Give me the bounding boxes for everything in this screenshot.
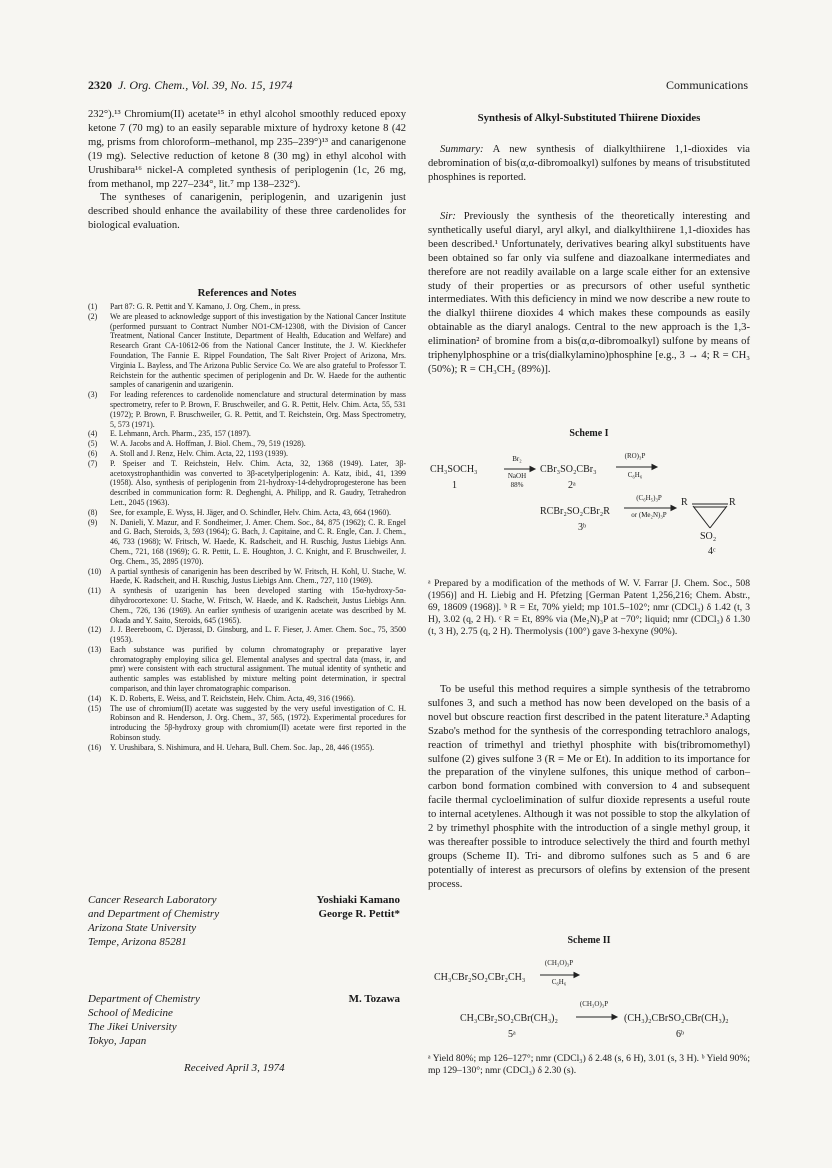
reference-text: The use of chromium(II) acetate was suggested by the very useful investigation of C. H. Robinson and R. Henderson, J. Org. Chem., 37, 565, (1972). Experimental procedures for introducing the 5β-hydroxy group with chromium(II) acetate were first reported in the Robinson study. [110,703,406,743]
scheme2-arrow2-head [612,1015,617,1020]
affiliation-line: Department of Chemistry [88,993,200,1005]
compound-3-label: 3ᵇ [578,522,587,533]
article-title: Synthesis of Alkyl-Substituted Thiirene Dioxides [477,112,701,124]
reference-number: (8) [88,507,98,517]
scheme1 [428,447,750,562]
main-text [428,210,750,377]
reference-item [88,586,406,625]
reference-text: Each substance was purified by column chromatography or preparative layer chromatography employing silica gel. Elemental analyses and spectral data (mass, ir, and pmr) were consistent with each structural assignment. The mutual identity of synthetic and authentic samples was established by mixture melting point determination, ir spectral comparison, and thin layer chromatographic comparison. [110,644,406,694]
reference-text: We are pleased to acknowledge support of this investigation by the National Cancer Institute (performed pursuant to Contract Number NO1-CM-12308, with the Division of Cancer Treatment, National Cancer Institute, Department of Health, Education and Welfare) and Research Grant CA-10612-06 from the National Cancer Institute, the J. W. Kieckhefer Foundation, The Fannie E. Rippel Foundation, The Salt River Project of Arizona, Mrs. Virginia L. Bayless, and The Arizona Public Service Co. We are also grateful to Professor T. Reichstein for the authentic specimen of periplogenin and Dr. W. Haede for the authentic samples of canarigenin and uzarigenin. [110,311,406,390]
references-list [88,302,406,753]
paragraph-2-text: To be useful this method requires a simple synthesis of the tetrabromo sulfones 3, and such a method has now been developed on the basis of a novel but obscure reaction first described in the patent literature.³ Adapting Szabo's method for the synthesis of the corresponding tetrachloro analogs, reaction of trimethyl and triethyl phosphite with bis(tribromomethyl) sulfone (2) gives sulfone 3 (R = Me or Et). In addition to its importance for the preparation of the vinylene sulfones, this unique method of carbon–carbon bond formation combined with conversion to 4 and subsequent facile thermal cycloelimination of sulfur dioxide represents a useful route to internal acetylenes. Although it was not possible to stop the alkylation of 2 by trimethyl phosphite with the introduction of a single methyl group, it was thereafter possible to introduce selectively the third and fourth methyl groups (Scheme II). Tri- and dibromo sulfones such as 5 and 6 are potentially of interest as precursors of olefins by extension of the present process. [428,684,750,890]
scheme2-arrow1-reagent: (CH₃O)₃P [544,959,574,967]
reference-item [88,567,406,587]
running-header [88,78,293,93]
reference-text: W. A. Jacobs and A. Hoffman, J. Biol. Chem., 79, 519 (1928). [110,439,306,449]
compound-4-label: 4ᶜ [708,546,716,557]
scheme2-footnotes: ᵃ Yield 80%; mp 126–127°; nmr (CDCl₃) δ 2.48 (s, 6 H), 3.01 (s, 3 H). ᵇ Yield 90%; mp 129–130°; nmr (CDCl₃) δ 2.30 (s). [428,1053,750,1076]
reference-number: (9) [88,517,98,527]
reference-item [88,390,406,429]
paragraph-2 [428,683,750,892]
arrow3-head [671,506,676,511]
reference-text: N. Danieli, Y. Mazur, and F. Sondheimer, J. Amer. Chem. Soc., 84, 875 (1962); C. R. Engel and G. Bach, Steroids, 3, 593 (1964); G. Bach, J. Capitaine, and C. R. Engle, Can. J. Chem., 46, 733 (1968); W. Fritsch, W. Haede, K. Radscheit, and H. Ruschig, Justus Liebigs Ann. Chem., 721, 168 (1969); G. R. Pettit, L. E. Houghton, J. C. Knight, and F. Bruschweiler, J. Org. Chem., 35, 2895 (1970). [110,517,406,566]
reference-number: (6) [88,448,98,458]
summary-block [428,143,750,185]
thiirene-r-right: R [729,497,736,508]
scheme2-title: Scheme II [567,935,611,946]
reference-item [88,645,406,694]
scheme2-arrow1-head [574,973,579,978]
arrow3-reagent: (C₆H₅)₃P [636,494,662,502]
reference-item [88,625,406,645]
reference-number: (5) [88,439,98,449]
reference-text: See, for example, E. Wyss, H. Jäger, and O. Schindler, Helv. Chim. Acta, 43, 664 (1960). [110,507,391,517]
reference-number: (1) [88,302,98,311]
compound-2-label: 2ᵃ [568,480,576,491]
received-date: Received April 3, 1974 [184,1062,285,1074]
affiliation-line: Tempe, Arizona 85281 [88,936,187,948]
scheme2-arrow1-solvent: C₆H₆ [551,978,567,986]
thiirene-bond-left [693,506,710,528]
arrow2-solvent: C₆H₆ [627,471,643,479]
authors-1 [317,893,400,921]
compound-3-formula: RCBr₂SO₂CBr₂R [540,506,610,517]
reference-item [88,439,406,449]
reference-text: A partial synthesis of canarigenin has been described by W. Fritsch, H. Kohl, U. Stache, W. Haede, K. Radscheit, and H. Ruschig, Justus Liebigs Ann. Chem., 727, 110 (1969). [110,566,406,586]
reference-text: J. J. Beereboom, C. Djerassi, D. Ginsburg, and L. F. Fieser, J. Amer. Chem. Soc., 75, 3500 (1953). [110,625,406,645]
reference-item [88,302,406,312]
arrow1-head [530,467,535,472]
scheme2 [428,957,750,1052]
arrow1-reagent: Br₂ [512,455,522,463]
reference-number: (10) [88,566,102,576]
reference-item [88,518,406,567]
arrow3-alt-reagent: or (Me₂N)₃P [631,511,667,519]
scheme2-starting-material: CH₃CBr₂SO₂CBr₂CH₃ [434,972,526,983]
compound-6-label: 6ᵇ [676,1029,685,1040]
reference-item [88,743,406,753]
scheme1-title: Scheme I [569,428,609,439]
reference-item [88,429,406,439]
reference-number: (13) [88,644,102,654]
reference-item [88,459,406,508]
reference-number: (4) [88,429,98,439]
affiliation-line: The Jikei University [88,1021,177,1033]
author-2: M. Tozawa [348,993,400,1005]
reference-item [88,312,406,390]
scheme1-arrows [428,447,750,562]
summary-text: A new synthesis of dialkylthiirene 1,1-dioxides via debromination of bis(α,α-dibromoalkyl) sulfones by means of trisubstituted phosphines is reported. [428,144,750,183]
arrow2-reagent: (RO)₃P [624,452,646,460]
reference-text: K. D. Roberts, E. Weiss, and T. Reichstein, Helv. Chim. Acta, 49, 316 (1966). [110,693,355,703]
affiliation-line: Tokyo, Japan [88,1035,147,1047]
left-column [88,108,406,233]
compound-5-label: 5ᵃ [508,1029,516,1040]
section-name: Communications [666,78,748,92]
thiirene-so2: SO₂ [700,531,717,542]
scheme1-footnotes: ᵃ Prepared by a modification of the methods of W. V. Farrar [J. Chem. Soc., 508 (1956)] and H. Liebig and H. Pfetzing [German Patent 1,256,216; Chem. Abstr., 69, 18609 (1968)]. ᵇ R = Et, 70% yield; mp 101.5–102°; nmr (CDCl₃) δ 1.42 (t, 3 H), 3.02 (q, 2 H). ᶜ R = Et, 89% via (Me₂N)₃P at −70°; liquid; nmr (CDCl₃) δ 1.30 (t, 3 H), 2.75 (q, 2 H). Thermolysis (100°) gave 3-hexyne (90%). [428,578,750,637]
arrow2-head [652,465,657,470]
affiliation-line: Cancer Research Laboratory [88,894,217,906]
arrow1-yield: 88% [510,481,524,489]
reference-item [88,449,406,459]
page-number: 2320 [88,78,112,92]
reference-text: A. Stoll and J. Renz, Helv. Chim. Acta, 22, 1193 (1939). [110,448,289,458]
affiliation-line: and Department of Chemistry [88,908,220,920]
reference-number: (3) [88,390,98,400]
reference-text: E. Lehmann, Arch. Pharm., 235, 157 (1897). [110,429,251,439]
reference-text: For leading references to cardenolide nomenclature and structural determination by mass spectrometry, refer to P. Brown, F. Bruschweiler, and G. R. Pettit, Helv. Chim. Acta, 55, 531 (1972); P. Brown, F. Bruschweiler, G. R. Pettit, and T. Reichstein, Org. Mass Spectrometry, 5, 573 (1971). [110,390,406,429]
thiirene-bond-right [710,506,727,528]
reference-text: P. Speiser and T. Reichstein, Helv. Chim. Acta, 32, 1368 (1949). Later, 3β-acetoxystrophanthidin was converted to 3β-acetylperiplogenin: A. Katz, ibid., 41, 1399 (1958). Also, synthesis of periplogenin from 21-hydroxy-14-dehydroprogesterone has been described in communication form: R. Deghenghi, A. Philipp, and R. Gaudry, Tetrahedron Lett., 2045 (1963). [110,458,406,507]
compound-5-formula: CH₃CBr₂SO₂CBr(CH₃)₂ [460,1013,558,1024]
compound-1-formula: CH₃SOCH₃ [430,464,478,475]
sir-label: Sir: [440,211,456,222]
reference-text: Y. Urushibara, S. Nishimura, and H. Uehara, Bull. Chem. Soc. Jap., 28, 446 (1955). [110,742,375,752]
reference-number: (12) [88,625,102,635]
summary-label: Summary: [440,144,484,155]
reference-text: A synthesis of uzarigenin has been developed starting with 15α-hydroxy-5α-dihydrocortexone: U. Stache, W. Fritsch, W. Haede, and K. Radscheit, Justus Liebigs Ann. Chem., 726, 136 (1969). An earlier synthesis of uzarigenin acetate was described by M. Okada and Y. Saito, Steroids, 645 (1965). [110,586,406,625]
reference-number: (16) [88,742,102,752]
compound-1-label: 1 [452,480,457,491]
reference-number: (15) [88,703,102,713]
compound-6-formula: (CH₃)₂CBrSO₂CBr(CH₃)₂ [624,1013,729,1024]
sir-paragraph: Previously the synthesis of the theoretically interesting and synthetically useful diaryl, aryl alkyl, and dialkylthiirene 1,1-dioxides has been described.¹ Unfortunately, derivatives bearing alkyl substituents have been obtained so far only via sulfene and diazoalkane intermediates and therefore are not readily available on a large scale either for an extensive study of their properties or as precursors of other useful synthetic intermediates. With this deficiency in mind we now describe a new route to the dialkyl thiirene dioxides 4 which makes these compounds as easily obtainable as the diaryl analogs. Central to the new approach is the 1,3-elimination² of bromine from a bis(α,α-dibromoalkyl) sulfone by means of triphenylphosphine or a tris(dialkylamino)phosphine [e.g., 3 → 4; R = CH₃ (50%); R = CH₃CH₂ (89%)]. [428,211,751,375]
reference-text: Part 87: G. R. Pettit and Y. Kamano, J. Org. Chem., in press. [110,302,301,311]
thiirene-r-left: R [681,497,688,508]
journal-citation: J. Org. Chem., Vol. 39, No. 15, 1974 [118,78,293,92]
affiliation-line: Arizona State University [88,922,197,934]
affiliation-1 [88,893,219,949]
arrow1-condition: NaOH [507,472,527,480]
reference-item [88,508,406,518]
intro-paragraph: 232°).¹³ Chromium(II) acetate¹⁵ in ethyl alcohol smoothly reduced epoxy ketone 7 (70 mg) to an easily separable mixture of hydroxy ketone 8 (42 mg, prisms from chloroform–methanol, mp 235–239°)¹³ and canarigenone (19 mg). Selective reduction of ketone 8 (30 mg) in ethyl alcohol with Urushibara¹⁶ nickel-A completed synthesis of periplogenin (1c, 26 mg, from methanol, mp 227–234°, lit.⁷ mp 138–232°). [88,109,406,190]
compound-2-formula: CBr₃SO₂CBr₃ [540,464,597,475]
conclusion-paragraph: The syntheses of canarigenin, periplogenin, and uzarigenin just described should enhance the availability of these three cardenolides for biological evaluation. [88,192,406,232]
reference-item [88,704,406,743]
reference-number: (14) [88,693,102,703]
affiliation-2 [88,992,200,1048]
affiliation-line: School of Medicine [88,1007,173,1019]
reference-item [88,694,406,704]
reference-number: (2) [88,311,98,321]
scheme2-arrow2-reagent: (CH₃O)₃P [579,1000,609,1008]
reference-number: (11) [88,586,101,596]
author-name: Yoshiaki Kamano [316,894,400,906]
references-title: References and Notes [197,287,297,299]
reference-number: (7) [88,458,98,468]
scheme2-arrows [428,957,750,1052]
author-name: George R. Pettit* [318,908,400,920]
